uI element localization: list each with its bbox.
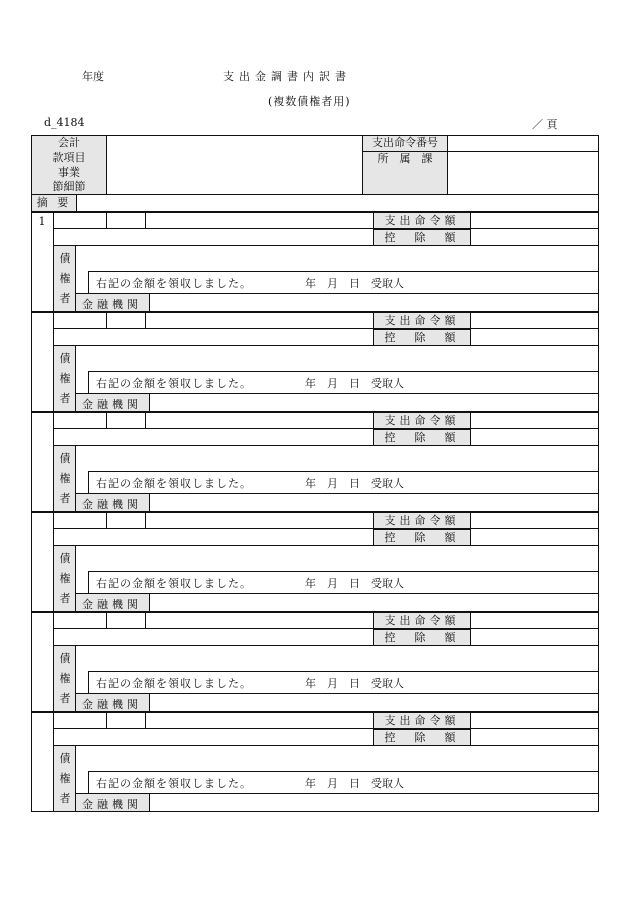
entry-6-bank-label: 金融機関 — [82, 798, 142, 811]
entry-6-code-a[interactable] — [54, 712, 105, 728]
entry-3-creditor-char-3: 者 — [59, 492, 71, 505]
entry-4-bank-label: 金融機関 — [82, 598, 142, 611]
document-code: d_4184 — [44, 116, 85, 129]
entry-4-order-amount-label: 支出命令額 — [373, 512, 471, 529]
entry-1-order-amount-field[interactable] — [472, 212, 598, 228]
entry-1-receipt-date: 年 月 日 受取人 — [305, 277, 404, 290]
entry-2-code-a[interactable] — [54, 312, 105, 328]
entry-3-description[interactable] — [146, 412, 372, 428]
entry-4-code-b[interactable] — [107, 512, 144, 528]
entry-3-deduction-field[interactable] — [472, 429, 598, 445]
account-value-field[interactable] — [107, 136, 362, 194]
entry-5-creditor-name-field[interactable] — [76, 646, 598, 671]
entry-3-order-amount-label: 支出命令額 — [373, 412, 471, 429]
entry-3-receipt-text: 右記の金額を領収しました。 — [96, 477, 252, 490]
entry-3-code-a[interactable] — [54, 412, 105, 428]
entry-5-order-amount-label: 支出命令額 — [373, 612, 471, 629]
entry-4-creditor-name-field[interactable] — [76, 546, 598, 571]
entry-2-deduction-label: 控 除 額 — [373, 329, 471, 346]
page-number-mark: ／ 頁 — [532, 118, 558, 131]
label-section: 節細節 — [52, 180, 86, 193]
entry-1-code-b[interactable] — [107, 212, 144, 228]
entry-4-creditor-char-3: 者 — [59, 592, 71, 605]
order-number-field[interactable] — [448, 136, 598, 151]
department-field[interactable] — [448, 152, 598, 194]
entry-3-creditor-char-1: 債 — [59, 452, 71, 465]
entry-3-code-b[interactable] — [107, 412, 144, 428]
entry-4-deduction-field[interactable] — [472, 529, 598, 545]
entry-3-creditor-char-2: 権 — [59, 472, 71, 485]
entry-2-creditor-char-3: 者 — [59, 392, 71, 405]
entry-3-deduction-label: 控 除 額 — [373, 429, 471, 446]
entry-1-receipt-text: 右記の金額を領収しました。 — [96, 277, 252, 290]
entry-2-code-b[interactable] — [107, 312, 144, 328]
summary-field[interactable] — [77, 195, 598, 211]
entry-1-bank-field[interactable] — [150, 294, 598, 311]
entry-6-receipt-date: 年 月 日 受取人 — [305, 777, 404, 790]
entry-5-code-a[interactable] — [54, 612, 105, 628]
entry-4-receipt-text: 右記の金額を領収しました。 — [96, 577, 252, 590]
entry-6-description[interactable] — [146, 712, 372, 728]
entry-2-receipt-date: 年 月 日 受取人 — [305, 377, 404, 390]
entry-3-bank-field[interactable] — [150, 494, 598, 511]
entry-1-order-amount-label: 支出命令額 — [373, 212, 471, 229]
entry-6-creditor-char-1: 債 — [59, 752, 71, 765]
entry-2-description[interactable] — [146, 312, 372, 328]
entry-6-creditor-name-field[interactable] — [76, 746, 598, 771]
entry-6-code-b[interactable] — [107, 712, 144, 728]
entry-5-creditor-char-1: 債 — [59, 652, 71, 665]
entry-4-creditor-char-2: 権 — [59, 572, 71, 585]
entry-5-creditor-char-3: 者 — [59, 692, 71, 705]
entry-6-order-amount-field[interactable] — [472, 712, 598, 728]
entry-5-deduction-field[interactable] — [472, 629, 598, 645]
entry-2-bank-field[interactable] — [150, 394, 598, 411]
entry-3-receipt-date: 年 月 日 受取人 — [305, 477, 404, 490]
entry-4-bank-field[interactable] — [150, 594, 598, 611]
label-project: 事業 — [58, 166, 80, 179]
entry-3-bank-label: 金融機関 — [82, 498, 142, 511]
entry-5-deduction-label: 控 除 額 — [373, 629, 471, 646]
summary-label: 摘 要 — [36, 196, 72, 209]
entry-5-receipt-text: 右記の金額を領収しました。 — [96, 677, 252, 690]
entry-2-creditor-char-2: 権 — [59, 372, 71, 385]
entry-2-order-amount-field[interactable] — [472, 312, 598, 328]
fiscal-year-label: 年度 — [82, 70, 104, 83]
entry-6-deduction-field[interactable] — [472, 729, 598, 745]
entry-5-order-amount-field[interactable] — [472, 612, 598, 628]
entry-1-creditor-char-3: 者 — [59, 292, 71, 305]
entry-1-creditor-char-2: 権 — [59, 272, 71, 285]
entry-6-deduction-label: 控 除 額 — [373, 729, 471, 746]
entry-1-code-a[interactable] — [54, 212, 105, 228]
entry-2-bank-label: 金融機関 — [82, 398, 142, 411]
entry-5-receipt-date: 年 月 日 受取人 — [305, 677, 404, 690]
entry-3-order-amount-field[interactable] — [472, 412, 598, 428]
entry-5-creditor-char-2: 権 — [59, 672, 71, 685]
entry-1-deduction-field[interactable] — [472, 229, 598, 245]
entry-5-description[interactable] — [146, 612, 372, 628]
entry-2-receipt-text: 右記の金額を領収しました。 — [96, 377, 252, 390]
entry-2-creditor-name-field[interactable] — [76, 346, 598, 371]
row-number: 1 — [38, 215, 46, 228]
entry-4-deduction-label: 控 除 額 — [373, 529, 471, 546]
entry-4-receipt-date: 年 月 日 受取人 — [305, 577, 404, 590]
entry-2-creditor-char-1: 債 — [59, 352, 71, 365]
entry-4-creditor-char-1: 債 — [59, 552, 71, 565]
entry-4-description[interactable] — [146, 512, 372, 528]
label-account: 会計 — [58, 136, 80, 149]
entry-1-creditor-name-field[interactable] — [76, 246, 598, 271]
entry-1-bank-label: 金融機関 — [82, 298, 142, 311]
entry-1-description[interactable] — [146, 212, 372, 228]
entry-6-bank-field[interactable] — [150, 794, 598, 811]
entry-5-bank-label: 金融機関 — [82, 698, 142, 711]
entry-2-deduction-field[interactable] — [472, 329, 598, 345]
entry-1-creditor-char-1: 債 — [59, 252, 71, 265]
document-title: 支出金調書内訳書 — [223, 70, 351, 83]
entry-5-bank-field[interactable] — [150, 694, 598, 711]
entry-2-order-amount-label: 支出命令額 — [373, 312, 471, 329]
entry-6-order-amount-label: 支出命令額 — [373, 712, 471, 729]
department-label: 所 属 課 — [377, 152, 433, 165]
entry-5-code-b[interactable] — [107, 612, 144, 628]
entry-4-code-a[interactable] — [54, 512, 105, 528]
entry-4-order-amount-field[interactable] — [472, 512, 598, 528]
label-item: 款項目 — [52, 151, 86, 164]
order-number-label: 支出命令番号 — [372, 136, 438, 149]
document-subtitle: (複数債権者用) — [268, 95, 351, 108]
entry-6-creditor-char-3: 者 — [59, 792, 71, 805]
entry-3-creditor-name-field[interactable] — [76, 446, 598, 471]
entry-1-deduction-label: 控 除 額 — [373, 229, 471, 246]
entry-6-creditor-char-2: 権 — [59, 772, 71, 785]
entry-6-receipt-text: 右記の金額を領収しました。 — [96, 777, 252, 790]
